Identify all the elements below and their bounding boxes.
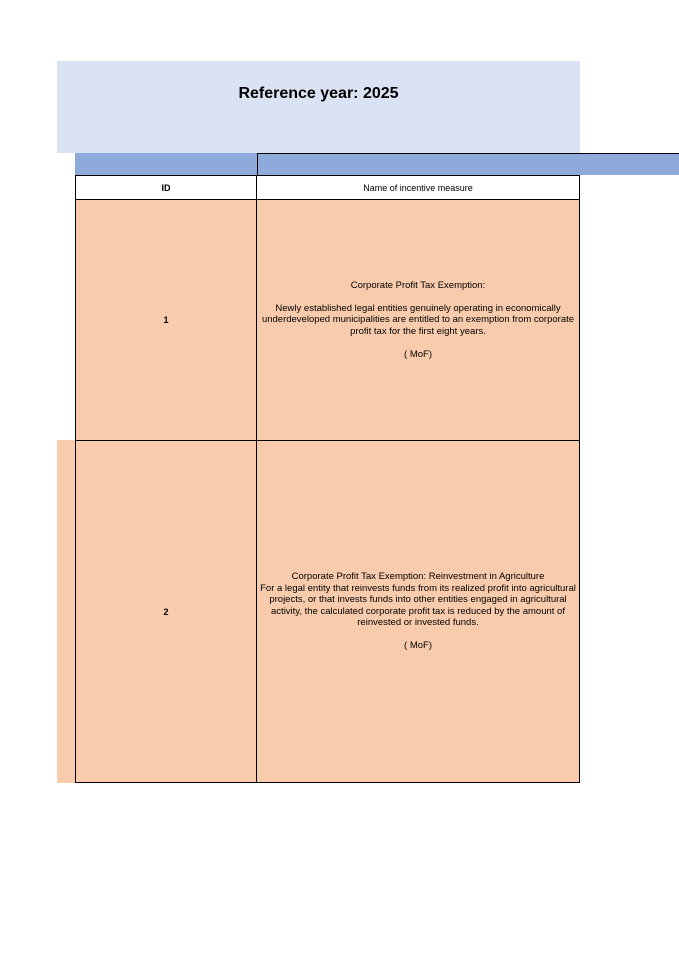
table-row-1-id: 1 <box>75 199 257 441</box>
title-band <box>57 61 580 153</box>
measure-source: ( MoF) <box>404 348 432 360</box>
measure-text-block <box>259 280 577 361</box>
table-row-1-measure <box>256 199 580 441</box>
page-title: Reference year: 2025 <box>238 85 399 102</box>
column-header-name: Name of incentive measure <box>256 175 580 200</box>
measure-title: Corporate Profit Tax Exemption: Reinvestment in Agriculture <box>291 571 545 583</box>
blue-header-band-left <box>75 153 257 175</box>
blue-header-band-right <box>257 153 679 175</box>
measure-text-block <box>259 571 577 652</box>
measure-description: Newly established legal entities genuinely operating in economically underdeveloped municipalities are entitled to an exemption from corporate profit tax for the first eight years. <box>261 302 575 337</box>
table-row-2-id: 2 <box>75 440 257 783</box>
table-row-2-measure <box>256 440 580 783</box>
measure-title: Corporate Profit Tax Exemption: <box>350 279 486 291</box>
column-header-id: ID <box>75 175 257 200</box>
row-highlight-strip <box>57 440 75 783</box>
measure-description: For a legal entity that reinvests funds from its realized profit into agricultural projects, or that invests funds into other entities engaged in agricultural activity, the calculated corporate profit tax is reduced by the amount of reinvested or invested funds. <box>260 582 576 629</box>
measure-source: ( MoF) <box>404 640 432 652</box>
